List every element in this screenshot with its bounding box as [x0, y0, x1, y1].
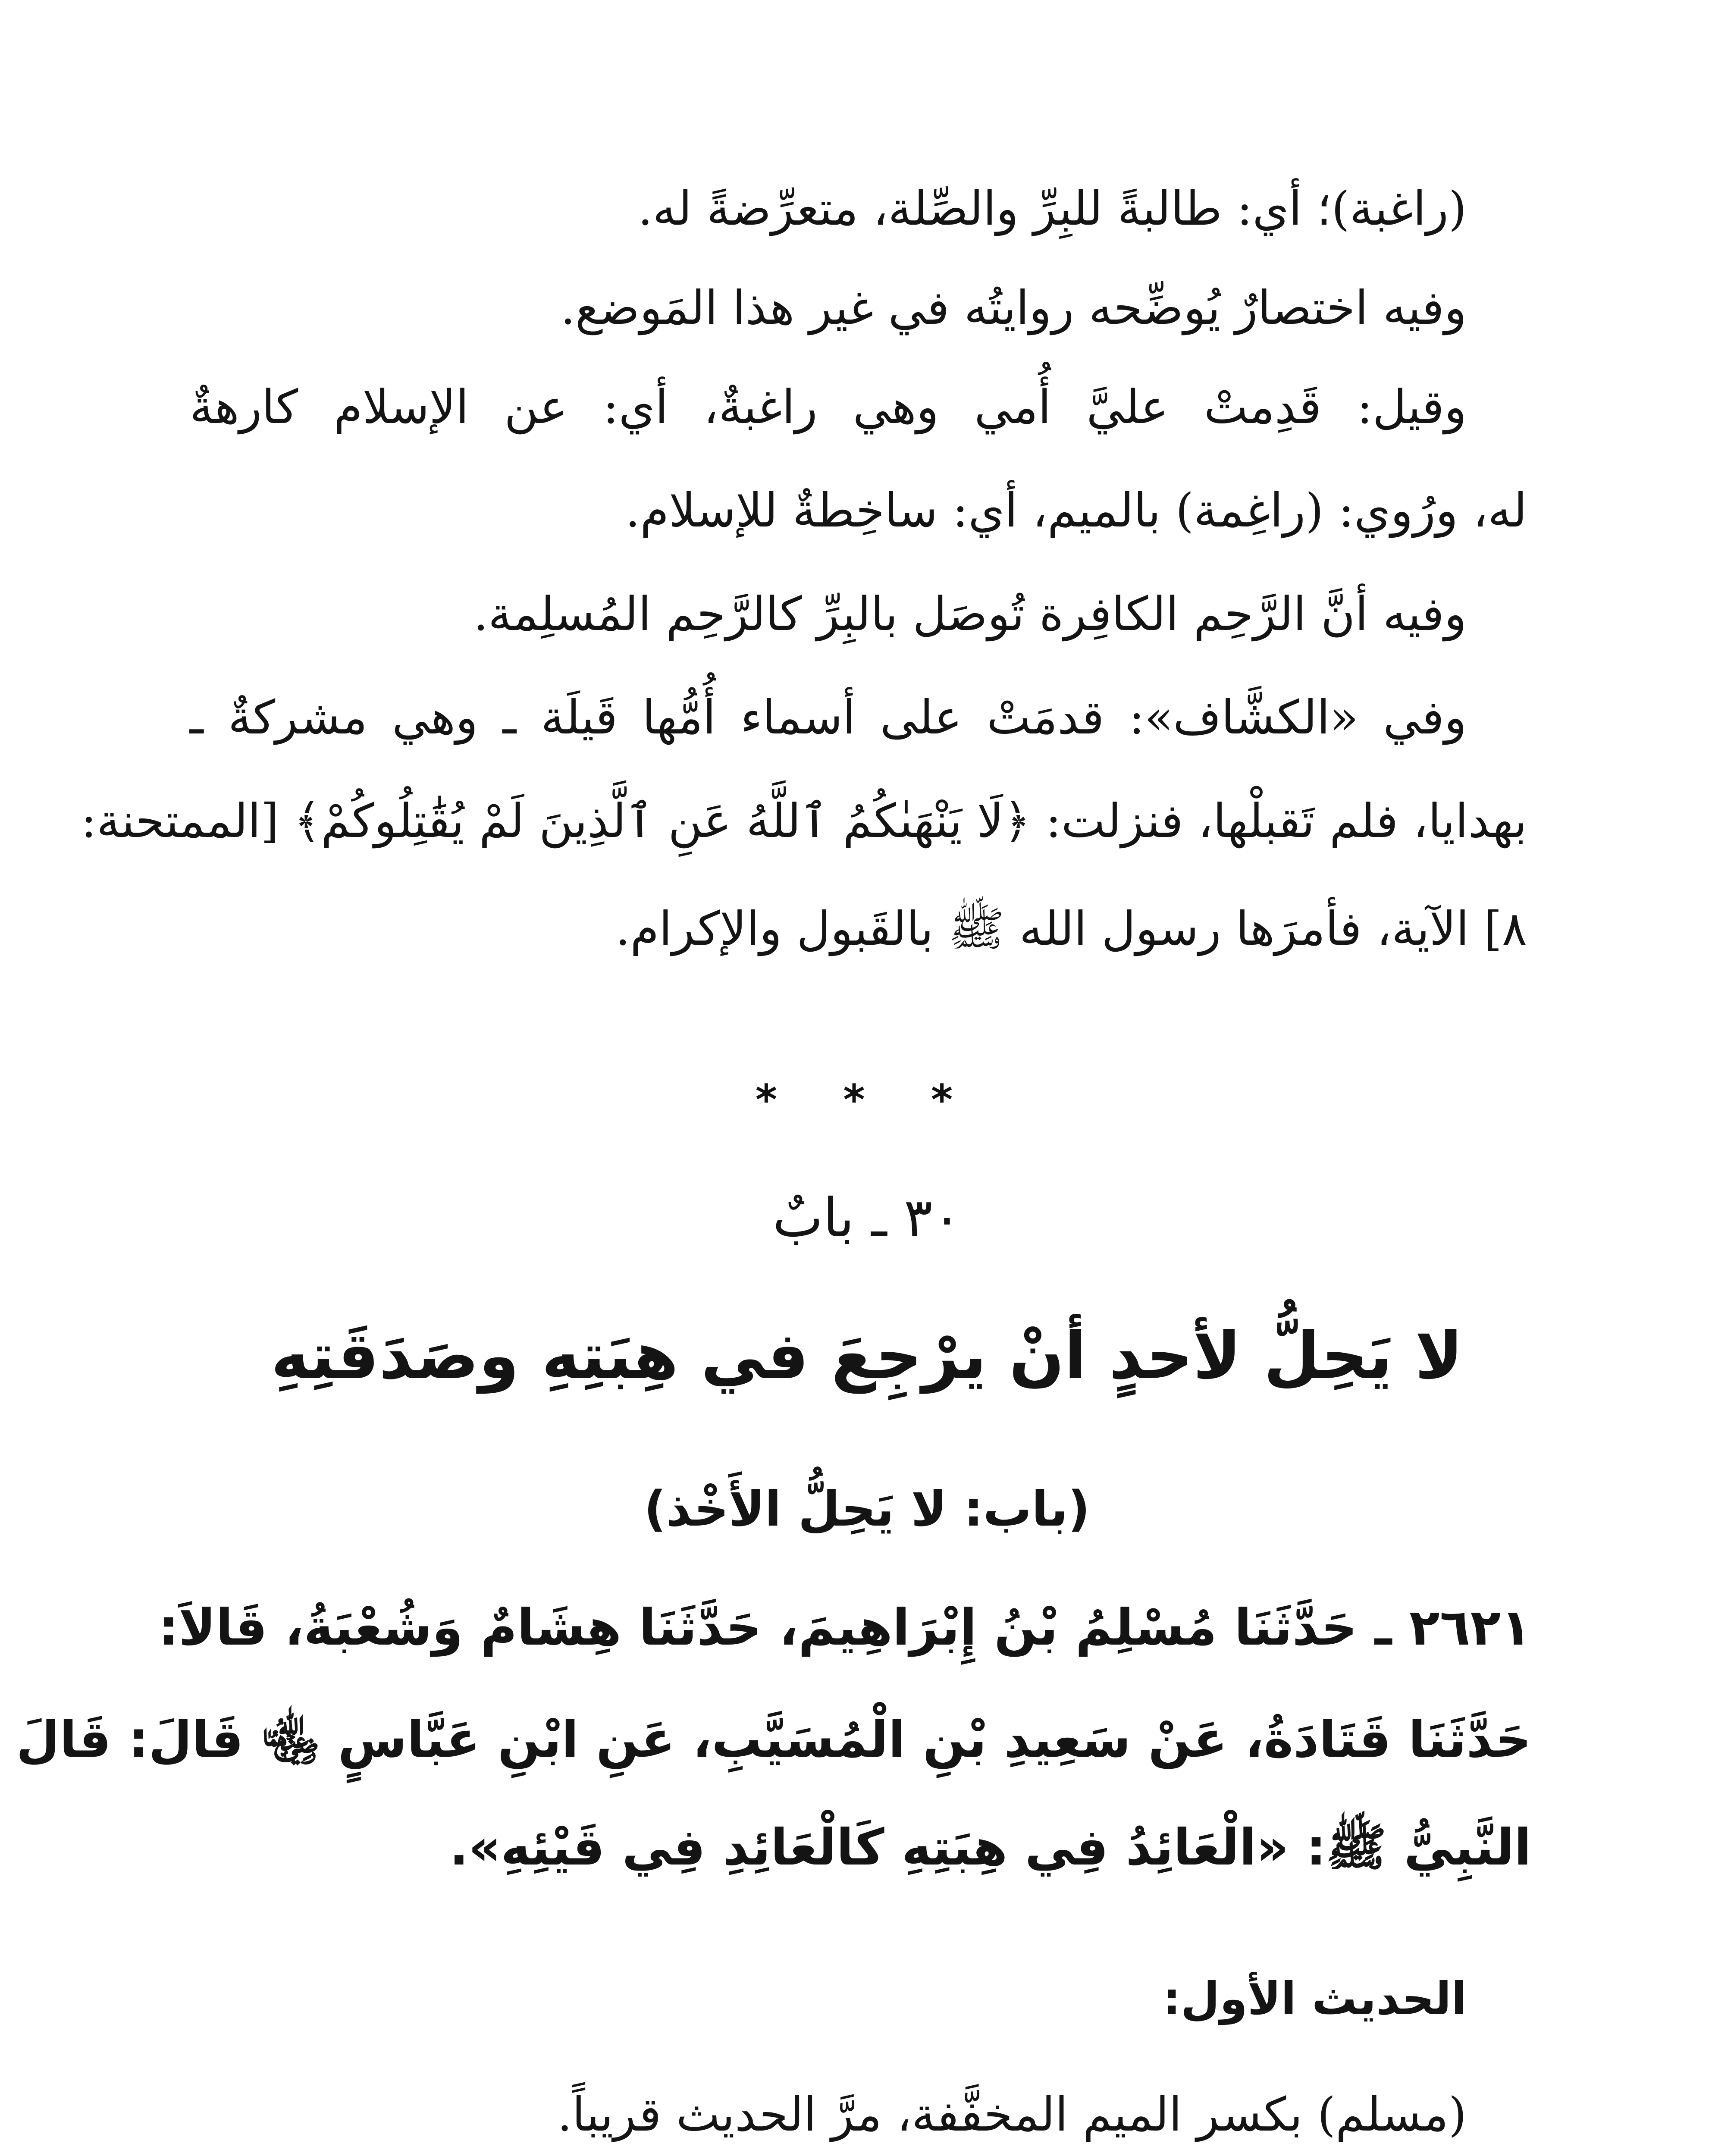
text-line-3: وقيل: قَدِمتْ عليَّ أُمي وهي راغبةٌ، أي: عن الإسلام كارهةٌ [190, 380, 1467, 434]
text-line-6: وفي «الكشَّاف»: قدمَتْ على أسماء أُمُّها قَيلَة ـ وهي مشركةٌ ـ [190, 691, 1467, 745]
commentary-heading: الحديث الأول: [1163, 1972, 1467, 2025]
hadith-line-1: ٢٦٢١ ـ حَدَّثَنَا مُسْلِمُ بْنُ إِبْرَاهِيمَ، حَدَّثَنَا هِشَامٌ وَشُعْبَةُ، قَالاَ: [158, 1598, 1531, 1657]
text-line-8: ٨] الآية، فأمرَها رسول الله ﷺ بالقَبول والإكرام. [615, 902, 1527, 956]
text-line-7: بهدايا، فلم تَقبلْها، فنزلت: ﴿لَا يَنْهَىٰكُمُ ٱللَّهُ عَنِ ٱلَّذِينَ لَمْ يُقَٰتِلُوكُمْ﴾ [الممتحنة: [81, 794, 1527, 848]
commentary-line-1: (مسلم) بكسر الميم المخفَّفة، مرَّ الحديث قريباً. [557, 2088, 1467, 2142]
section-separator: * * * [755, 1076, 979, 1124]
hadith-line-2: حَدَّثَنَا قَتَادَةُ، عَنْ سَعِيدِ بْنِ الْمُسَيَّبِ، عَنِ ابْنِ عَبَّاسٍ ﵄ قَالَ: قَالَ [16, 1711, 1531, 1769]
text-line-1: (راغبة)؛ أي: طالبةً للبِرِّ والصِّلة، متعرِّضةً له. [638, 182, 1467, 236]
text-line-2: وفيه اختصارٌ يُوضِّحه روايتُه في غير هذا المَوضع. [560, 281, 1467, 335]
text-line-5: وفيه أنَّ الرَّحِم الكافِرة تُوصَل بالبِرِّ كالرَّحِم المُسلِمة. [473, 587, 1467, 641]
chapter-subtitle: (باب: لا يَحِلُّ الأَخْذ) [644, 1481, 1090, 1537]
chapter-title: لا يَحِلُّ لأحدٍ أنْ يرْجِعَ في هِبَتِهِ وصَدَقَتِهِ [271, 1319, 1463, 1394]
chapter-number: ٣٠ ـ بابٌ [772, 1187, 962, 1249]
hadith-line-3: النَّبِيُّ ﷺ: «الْعَائِدُ فِي هِبَتِهِ كَالْعَائِدِ فِي قَيْئِهِ». [449, 1818, 1531, 1877]
text-line-4: له، ورُوي: (راغِمة) بالميم، أي: ساخِطةٌ للإسلام. [625, 484, 1527, 538]
